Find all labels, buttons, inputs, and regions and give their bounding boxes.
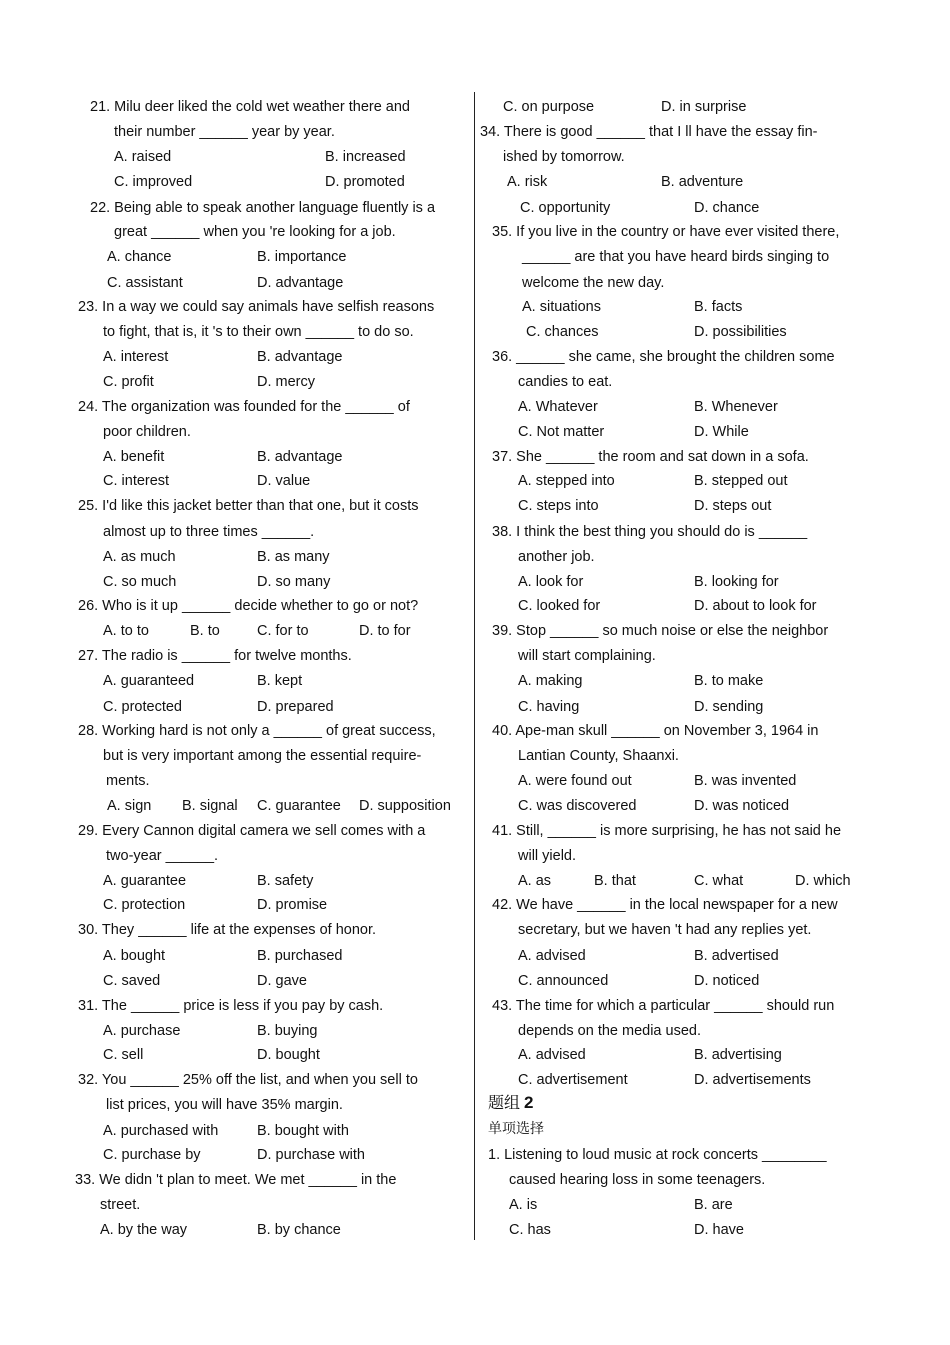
text-line: 35. If you live in the country or have ever visited there, [492, 224, 840, 240]
text-line: street. [100, 1197, 141, 1213]
text-line: 32. You ______ 25% off the list, and when you sell to [78, 1072, 418, 1088]
text-line: D. prepared [257, 699, 334, 715]
text-line: D. in surprise [661, 99, 747, 115]
text-line: D. mercy [257, 374, 315, 390]
text-line: C. was discovered [518, 798, 637, 814]
text-line: B. that [594, 873, 636, 889]
text-line: 29. Every Cannon digital camera we sell comes with a [78, 823, 426, 839]
text-line: C. for to [257, 623, 309, 639]
text-line: will yield. [518, 848, 577, 864]
text-line: C. profit [103, 374, 154, 390]
text-line: C. guarantee [257, 798, 341, 814]
text-line: B. looking for [694, 574, 779, 590]
text-line: D. advantage [257, 275, 344, 291]
text-line: poor children. [103, 424, 191, 440]
text-line: B. increased [325, 149, 406, 165]
text-line: 25. I'd like this jacket better than that one, but it costs [78, 498, 419, 514]
text-line: will start complaining. [518, 648, 656, 664]
text-line: 28. Working hard is not only a ______ of great success, [78, 723, 436, 739]
text-line: B. adventure [661, 174, 744, 190]
text-line: C. purchase by [103, 1147, 201, 1163]
text-line: C. saved [103, 973, 161, 989]
text-line: another job. [518, 549, 595, 565]
text-line: C. announced [518, 973, 609, 989]
text-line: D. advertisements [694, 1072, 811, 1088]
text-line: 31. The ______ price is less if you pay by cash. [78, 998, 384, 1014]
text-line: A. sign [107, 798, 152, 814]
text-line: D. While [694, 424, 749, 440]
text-line: D. purchase with [257, 1147, 365, 1163]
text-line: but is very important among the essential require- [103, 748, 422, 764]
text-line: C. improved [114, 174, 193, 190]
text-line: A. advised [518, 948, 586, 964]
group-heading-number: 2 [524, 1093, 534, 1112]
text-line: B. advertised [694, 948, 779, 964]
text-line: A. is [509, 1197, 538, 1213]
text-line: D. possibilities [694, 324, 787, 340]
text-line: candies to eat. [518, 374, 613, 390]
text-line: C. sell [103, 1047, 144, 1063]
text-line: A. look for [518, 574, 584, 590]
text-line: B. advantage [257, 349, 343, 365]
text-line: B. facts [694, 299, 743, 315]
text-line: B. stepped out [694, 473, 788, 489]
text-line: 24. The organization was founded for the ______ of [78, 399, 410, 415]
text-line: list prices, you will have 35% margin. [106, 1097, 343, 1113]
text-line: C. so much [103, 574, 177, 590]
text-line: C. having [518, 699, 580, 715]
text-line: 39. Stop ______ so much noise or else the neighbor [492, 623, 829, 639]
text-line: 41. Still, ______ is more surprising, he has not said he [492, 823, 842, 839]
text-line: 43. The time for which a particular ______ should run [492, 998, 835, 1014]
text-line: C. protection [103, 897, 186, 913]
text-line: D. supposition [359, 798, 451, 814]
text-line: 42. We have ______ in the local newspaper for a new [492, 897, 838, 913]
text-line: A. making [518, 673, 583, 689]
text-line: D. was noticed [694, 798, 790, 814]
text-line: B. importance [257, 249, 347, 265]
text-line: C. opportunity [520, 200, 611, 216]
text-line: A. purchase [103, 1023, 181, 1039]
text-line: A. situations [522, 299, 601, 315]
text-line: 23. In a way we could say animals have selfish reasons [78, 299, 435, 315]
text-line: B. as many [257, 549, 330, 565]
text-line: B. advertising [694, 1047, 782, 1063]
text-line: Lantian County, Shaanxi. [518, 748, 679, 764]
text-line: 26. Who is it up ______ decide whether to go or not? [78, 598, 419, 614]
text-line: A. risk [507, 174, 548, 190]
text-line: C. Not matter [518, 424, 605, 440]
text-line: 21. Milu deer liked the cold wet weather there and [90, 99, 410, 115]
text-line: D. chance [694, 200, 760, 216]
column-divider [474, 92, 475, 1240]
text-line: B. Whenever [694, 399, 778, 415]
text-line: 40. Ape-man skull ______ on November 3, 1964 in [492, 723, 819, 739]
text-line: 30. They ______ life at the expenses of honor. [78, 922, 377, 938]
text-line: D. promoted [325, 174, 405, 190]
text-line: B. was invented [694, 773, 797, 789]
text-line: B. to make [694, 673, 764, 689]
text-line: C. steps into [518, 498, 599, 514]
text-line: C. protected [103, 699, 182, 715]
text-line: C. advertisement [518, 1072, 628, 1088]
text-line: C. chances [526, 324, 599, 340]
text-line: 33. We didn 't plan to meet. We met ______ in the [75, 1172, 397, 1188]
text-line: A. chance [107, 249, 172, 265]
text-line: welcome the new day. [522, 275, 665, 291]
text-line: 1. Listening to loud music at rock concerts ________ [488, 1147, 827, 1163]
text-line: 22. Being able to speak another language fluently is a [90, 200, 436, 216]
text-line: A. to to [103, 623, 149, 639]
text-line: ______ are that you have heard birds singing to [522, 249, 830, 265]
text-line: D. value [257, 473, 311, 489]
text-line: D. gave [257, 973, 307, 989]
text-line: B. to [190, 623, 220, 639]
text-line: C. has [509, 1222, 551, 1238]
text-line: B. buying [257, 1023, 318, 1039]
text-line: almost up to three times ______. [103, 524, 315, 540]
text-line: 36. ______ she came, she brought the children some [492, 349, 835, 365]
text-line: D. so many [257, 574, 331, 590]
text-line: D. noticed [694, 973, 760, 989]
text-line: D. have [694, 1222, 744, 1238]
text-line: A. guaranteed [103, 673, 195, 689]
section-label: 单项选择 [488, 1121, 544, 1137]
text-line: C. looked for [518, 598, 601, 614]
text-line: great ______ when you 're looking for a job. [114, 224, 396, 240]
text-line: C. interest [103, 473, 170, 489]
text-line: A. were found out [518, 773, 632, 789]
text-line: A. as much [103, 549, 176, 565]
text-line: caused hearing loss in some teenagers. [509, 1172, 766, 1188]
text-line: A. by the way [100, 1222, 188, 1238]
text-line: A. purchased with [103, 1123, 219, 1139]
text-line: A. interest [103, 349, 169, 365]
text-line: B. purchased [257, 948, 343, 964]
text-line: A. advised [518, 1047, 586, 1063]
text-line: A. Whatever [518, 399, 598, 415]
text-line: B. kept [257, 673, 303, 689]
text-line: ments. [106, 773, 150, 789]
text-line: A. benefit [103, 449, 165, 465]
group-heading-label: 题组 [488, 1093, 521, 1112]
group-heading [488, 1094, 533, 1112]
text-line: A. guarantee [103, 873, 187, 889]
text-line: A. stepped into [518, 473, 615, 489]
text-line: two-year ______. [106, 848, 219, 864]
text-line: C. assistant [107, 275, 183, 291]
text-line: depends on the media used. [518, 1023, 701, 1039]
text-line: D. about to look for [694, 598, 817, 614]
text-line: C. what [694, 873, 744, 889]
text-line: to fight, that is, it 's to their own ______ to do so. [103, 324, 414, 340]
text-line: A. raised [114, 149, 172, 165]
text-line: D. bought [257, 1047, 320, 1063]
text-line: D. to for [359, 623, 411, 639]
text-line: their number ______ year by year. [114, 124, 335, 140]
text-line: ished by tomorrow. [503, 149, 625, 165]
text-line: D. sending [694, 699, 764, 715]
text-line: B. signal [182, 798, 238, 814]
text-line: 37. She ______ the room and sat down in a sofa. [492, 449, 809, 465]
text-line: B. by chance [257, 1222, 341, 1238]
text-line: B. are [694, 1197, 733, 1213]
text-line: 34. There is good ______ that I ll have the essay fin- [480, 124, 818, 140]
text-line: D. which [795, 873, 851, 889]
text-line: C. on purpose [503, 99, 595, 115]
text-line: D. steps out [694, 498, 772, 514]
text-line: secretary, but we haven 't had any replies yet. [518, 922, 812, 938]
text-line: B. advantage [257, 449, 343, 465]
text-line: 27. The radio is ______ for twelve months. [78, 648, 352, 664]
text-line: 38. I think the best thing you should do is ______ [492, 524, 808, 540]
text-line: A. bought [103, 948, 166, 964]
text-line: D. promise [257, 897, 328, 913]
text-line: A. as [518, 873, 552, 889]
text-line: B. safety [257, 873, 314, 889]
text-line: B. bought with [257, 1123, 349, 1139]
